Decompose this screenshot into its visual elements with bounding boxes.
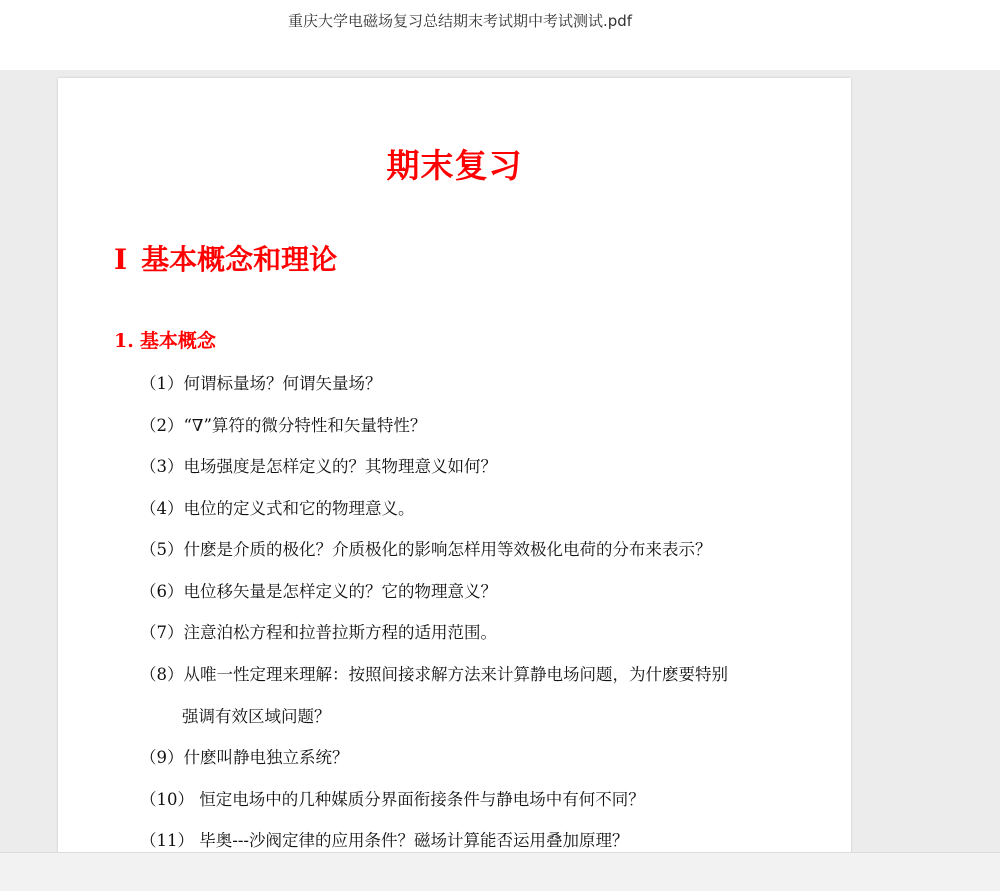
document-viewer[interactable]	[0, 70, 1000, 852]
list-item: （5）什麽是介质的极化？介质极化的影响怎样用等效极化电荷的分布来表示？	[140, 540, 712, 559]
list-item-continuation: 强调有效区域问题？	[182, 707, 331, 726]
section-heading	[114, 238, 337, 278]
list-item: （10） 恒定电场中的几种媒质分界面衔接条件与静电场中有何不同？	[140, 790, 645, 809]
list-item: （2）“∇”算符的微分特性和矢量特性？	[140, 416, 427, 435]
list-item: （7）注意泊松方程和拉普拉斯方程的适用范围。	[140, 623, 497, 642]
list-item: （11） 毕奥---沙阀定律的应用条件？磁场计算能否运用叠加原理？	[140, 831, 629, 850]
list-item: （3）电场强度是怎样定义的？其物理意义如何？	[140, 457, 497, 476]
list-item: （4）电位的定义式和它的物理意义。	[140, 499, 415, 518]
viewer-toolbar	[0, 0, 1000, 70]
list-item: （1）何谓标量场？何谓矢量场？	[140, 374, 382, 393]
subsection-number: 1.	[114, 330, 134, 352]
list-item: （6）电位移矢量是怎样定义的？它的物理意义？	[140, 582, 497, 601]
document-file-name: 重庆大学电磁场复习总结期末考试期中考试测试.pdf	[287, 12, 633, 30]
subsection-heading	[114, 326, 216, 353]
list-item: （8）从唯一性定理来理解：按照间接求解方法来计算静电场问题，为什麽要特别	[140, 665, 728, 684]
list-item: （9）什麽叫静电独立系统？	[140, 748, 349, 767]
section-title: 基本概念和理论	[141, 243, 338, 276]
subsection-title: 基本概念	[139, 330, 216, 352]
page-title: 期末复习	[386, 146, 523, 185]
viewer-bottom-bar	[0, 852, 1000, 891]
section-number: I	[114, 243, 128, 276]
pdf-page	[58, 78, 851, 868]
